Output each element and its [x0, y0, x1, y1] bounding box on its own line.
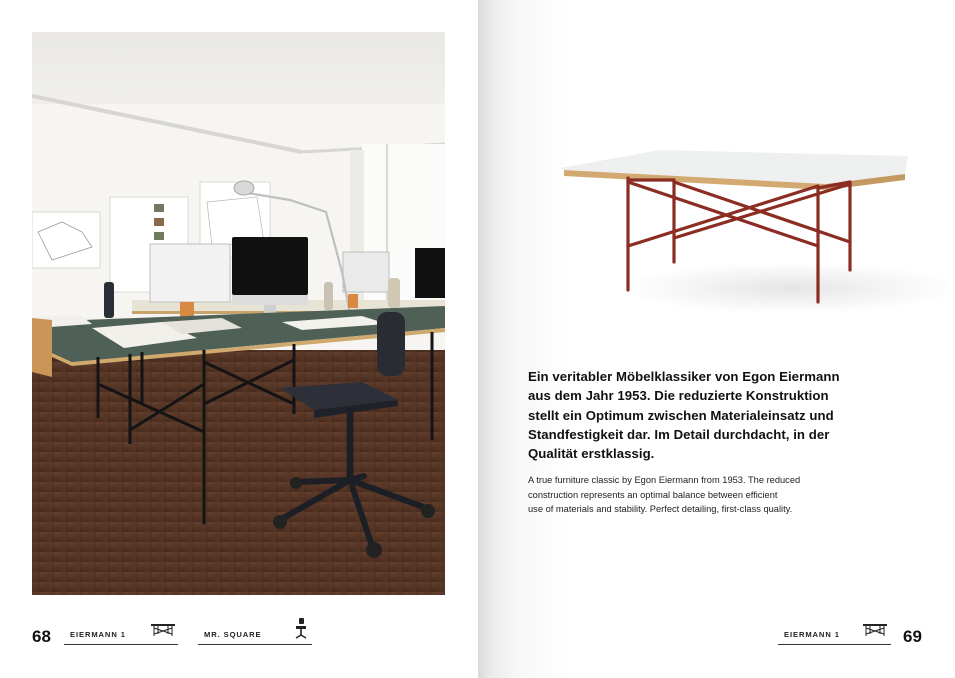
footer-tab-mr-square[interactable] — [198, 620, 312, 645]
eiermann-table-photo — [550, 138, 950, 318]
page-number-right: 69 — [903, 627, 922, 646]
footer-tab-label: EIERMANN 1 — [70, 630, 126, 639]
office-interior-photo — [32, 32, 445, 595]
description-body-english: A true furniture classic by Egon Eiermann from 1953. The reduced construction represents an optimal balance between efficient use of materials and stability. Perfect detailing, first-class quality. — [528, 475, 801, 515]
footer-tab-label: MR. SQUARE — [204, 630, 262, 639]
table-icon — [150, 623, 176, 637]
description-heading-german: Ein veritabler Möbelklassiker von Egon Eiermann aus dem Jahr 1953. Die reduzierte Konstruktion stellt ein Optimum zwischen Materialeinsatz und Standfestigkeit dar. Im Detail durchdacht, in der Qualität erstklassig. — [528, 369, 840, 462]
office-chair-icon — [294, 618, 308, 640]
table-icon — [862, 623, 888, 637]
footer-tab-label: EIERMANN 1 — [784, 630, 840, 639]
footer-tab-eiermann-right[interactable] — [778, 620, 891, 645]
right-page — [478, 0, 955, 678]
page-number-left: 68 — [32, 627, 51, 646]
footer-tab-eiermann-left[interactable] — [64, 620, 178, 645]
